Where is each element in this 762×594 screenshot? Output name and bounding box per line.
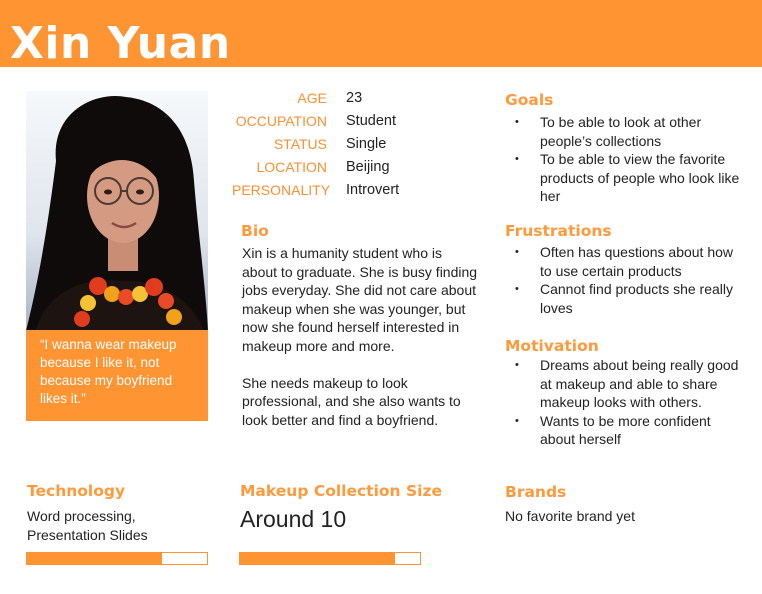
detail-label: PERSONALITY (232, 181, 331, 198)
technology-level-bar (26, 552, 208, 565)
collection-value: Around 10 (240, 506, 347, 532)
brands-heading: Brands (505, 483, 567, 501)
goals-heading: Goals (505, 91, 554, 109)
bio-paragraph: She needs makeup to look professional, and she also wants to look better and find a boyfriend. (242, 374, 461, 428)
detail-label: OCCUPATION (235, 112, 327, 129)
detail-value: Beijing (346, 158, 390, 175)
persona-name: Xin Yuan (10, 18, 231, 67)
portrait-illustration (26, 91, 208, 331)
detail-value: Student (346, 112, 396, 129)
detail-value: Single (346, 135, 387, 152)
detail-row-occupation (232, 109, 399, 132)
list-item: • Wants to be more confident about herself (505, 412, 741, 449)
list-item: • Often has questions about how to use certain products (505, 243, 741, 280)
persona-details (232, 86, 399, 201)
motivation-list (505, 356, 741, 449)
detail-row-personality (232, 178, 399, 201)
motivation-heading: Motivation (505, 337, 599, 355)
frustrations-list (505, 243, 741, 317)
detail-value: 23 (346, 89, 363, 106)
collection-level-fill (240, 553, 395, 564)
technology-level-fill (27, 553, 162, 564)
persona-photo (26, 91, 208, 331)
list-item: • To be able to look at other people’s collections (505, 113, 741, 150)
detail-row-status (232, 132, 399, 155)
technology-text (27, 507, 209, 544)
detail-label: AGE (297, 89, 327, 106)
bio-text (242, 244, 478, 448)
list-item: • Cannot find products she really loves (505, 280, 741, 317)
goals-list (505, 113, 741, 206)
bio-paragraph: Xin is a humanity student who is about to graduate. She is busy finding jobs everyday. She did not care about makeup when she was younger, but now she found herself interested in makeup more and more. (242, 245, 478, 354)
technology-heading: Technology (27, 482, 126, 500)
header-banner (0, 0, 762, 67)
detail-value: Introvert (346, 181, 400, 198)
collection-heading: Makeup Collection Size (240, 482, 442, 500)
detail-row-age (232, 86, 399, 109)
list-item: • To be able to view the favorite products of people who look like her (505, 150, 741, 206)
bio-heading: Bio (241, 222, 269, 240)
detail-label: LOCATION (256, 158, 327, 175)
detail-label: STATUS (273, 135, 327, 152)
brands-text: No favorite brand yet (505, 508, 635, 524)
detail-row-location (232, 155, 399, 178)
collection-level-bar (239, 552, 421, 565)
list-item: • Dreams about being really good at makeup and able to share makeup looks with others. (505, 356, 741, 412)
frustrations-heading: Frustrations (505, 222, 612, 240)
persona-quote-box (26, 330, 208, 421)
persona-quote: “I wanna wear makeup because I like it, not because my boyfriend likes it.” (40, 337, 177, 406)
technology-line: Word processing, (27, 508, 136, 524)
technology-line: Presentation Slides (27, 526, 148, 543)
